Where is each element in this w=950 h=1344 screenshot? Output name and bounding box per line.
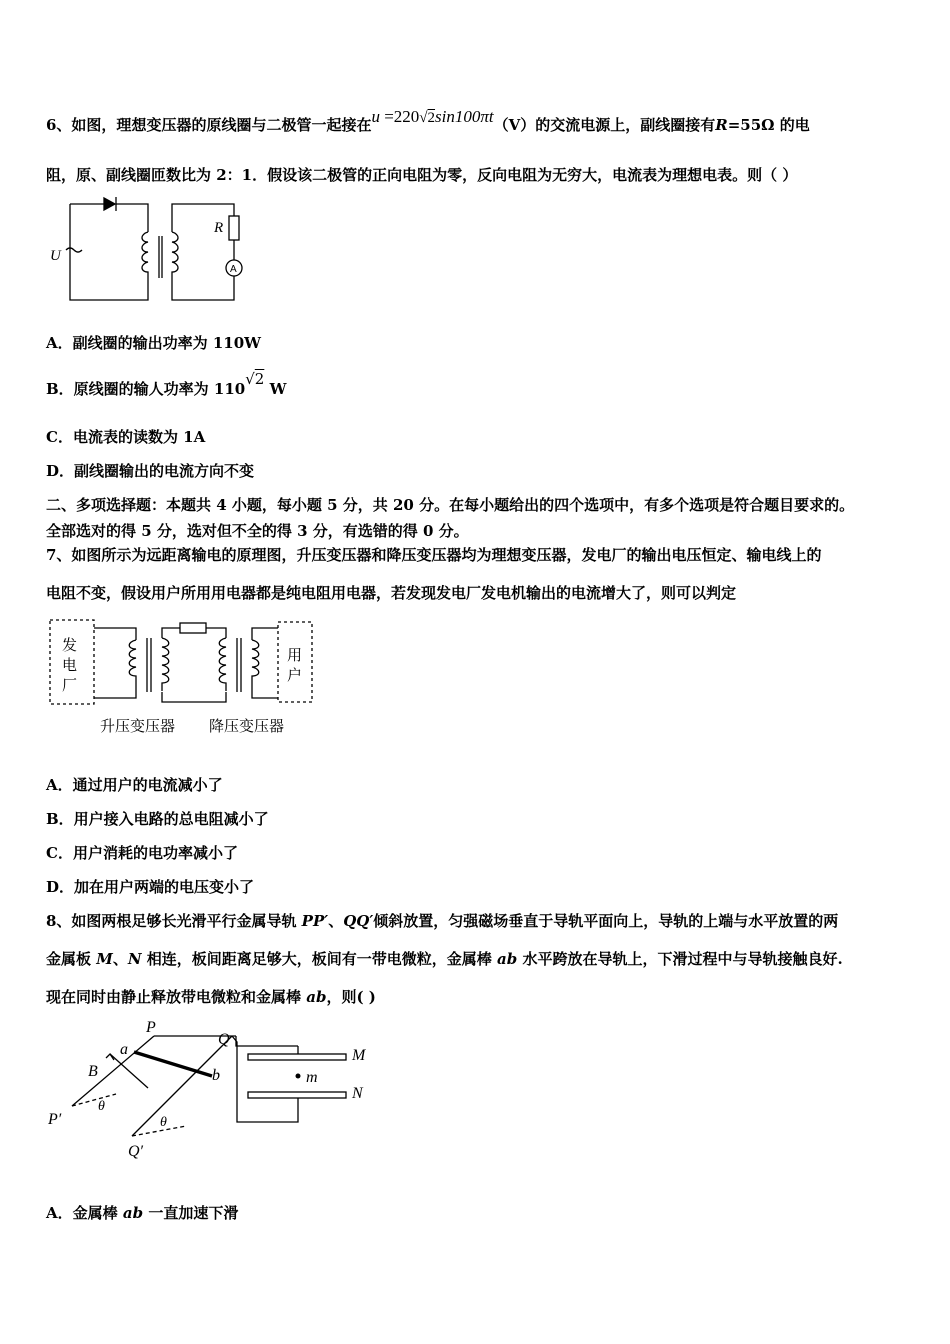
section2-line2: 全部选对的得 5 分，选对但不全的得 3 分，有选错的得 0 分。 (46, 522, 469, 540)
q8-label-B: B (88, 1063, 98, 1080)
q6-line1-a: 6、如图，理想变压器的原线圈与二极管一起接在 (46, 116, 372, 134)
q6-line1: 6、如图，理想变压器的原线圈与二极管一起接在u =220√2sin100πt（V）的交流电源上，副线圈接有R=55Ω 的电 (46, 107, 810, 134)
q6-formula: u =220√2sin100πt (371, 107, 494, 126)
q8-label-a: a (120, 1041, 128, 1058)
q7-user-char-1: 用 (287, 646, 303, 664)
q7-step-up-label: 升压变压器 (100, 717, 176, 735)
q8-label-theta-1: θ (98, 1099, 105, 1114)
q7-plant-char-2: 电 (62, 656, 78, 674)
q8-label-m: m (306, 1069, 318, 1086)
q8-label-theta-2: θ (160, 1115, 167, 1130)
q6-option-d: D．副线圈输出的电流方向不变 (46, 462, 255, 480)
q7-option-b: B．用户接入电路的总电阻减小了 (46, 810, 269, 828)
q8-label-Q: Q (218, 1031, 230, 1048)
q8-line1: 8、如图两根足够长光滑平行金属导轨 PP′、QQ′倾斜放置，匀强磁场垂直于导轨平面向上，导轨的上端与水平放置的两 (46, 912, 839, 930)
q6-option-c: C．电流表的读数为 1A (46, 428, 206, 446)
q6-line2: 阻，原、副线圈匝数比为 2：1．假设该二极管的正向电阻为零，反向电阻为无穷大，电流表为理想电表。则（ ） (46, 166, 798, 184)
q8-label-P: P (146, 1019, 156, 1036)
q7-line1: 7、如图所示为远距离输电的原理图，升压变压器和降压变压器均为理想变压器，发电厂的输出电压恒定、输电线上的 (46, 546, 822, 564)
q8-label-N: N (352, 1085, 363, 1102)
q8-option-a: A．金属棒 ab 一直加速下滑 (46, 1204, 239, 1222)
q8-rails-figure (42, 1014, 382, 1164)
q7-plant-char-1: 发 (62, 636, 78, 654)
q8-line2: 金属板 M、N 相连，板间距离足够大，板间有一带电微粒，金属棒 ab 水平跨放在导轨上，下滑过程中与导轨接触良好. (46, 950, 843, 968)
q6-line1-b: （V）的交流电源上，副线圈接有 (493, 116, 716, 134)
q6-circuit-figure (44, 192, 254, 308)
q7-user-char-2: 户 (287, 666, 303, 684)
q7-option-d: D．加在用户两端的电压变小了 (46, 878, 255, 896)
q6-label-R: R (214, 220, 224, 236)
q6-option-b: B．原线圈的输人功率为 110√2 W (46, 370, 287, 398)
q6-ammeter-label: A (230, 264, 237, 275)
q8-line3: 现在同时由静止释放带电微粒和金属棒 ab，则( ) (46, 988, 376, 1006)
q7-option-a: A．通过用户的电流减小了 (46, 776, 223, 794)
q7-step-down-label: 降压变压器 (209, 717, 285, 735)
q6-option-a: A．副线圈的输出功率为 110W (46, 334, 262, 352)
q8-particle-dot (296, 1074, 301, 1079)
q7-transmission-figure (44, 614, 320, 740)
q8-label-M: M (352, 1047, 366, 1064)
q6-label-U: U (50, 248, 61, 264)
section2-line1: 二、多项选择题：本题共 4 小题，每小题 5 分，共 20 分。在每小题给出的四个选项中，有多个选项是符合题目要求的。 (46, 496, 855, 514)
q8-label-P-prime: P′ (48, 1111, 62, 1128)
q8-label-b: b (212, 1067, 220, 1084)
q7-line2: 电阻不变，假设用户所用用电器都是纯电阻用电器，若发现发电厂发电机输出的电流增大了，则可以判定 (46, 584, 737, 602)
q7-plant-char-3: 厂 (62, 676, 78, 694)
q7-option-c: C．用户消耗的电功率减小了 (46, 844, 238, 862)
q8-label-Q-prime: Q′ (128, 1143, 144, 1160)
